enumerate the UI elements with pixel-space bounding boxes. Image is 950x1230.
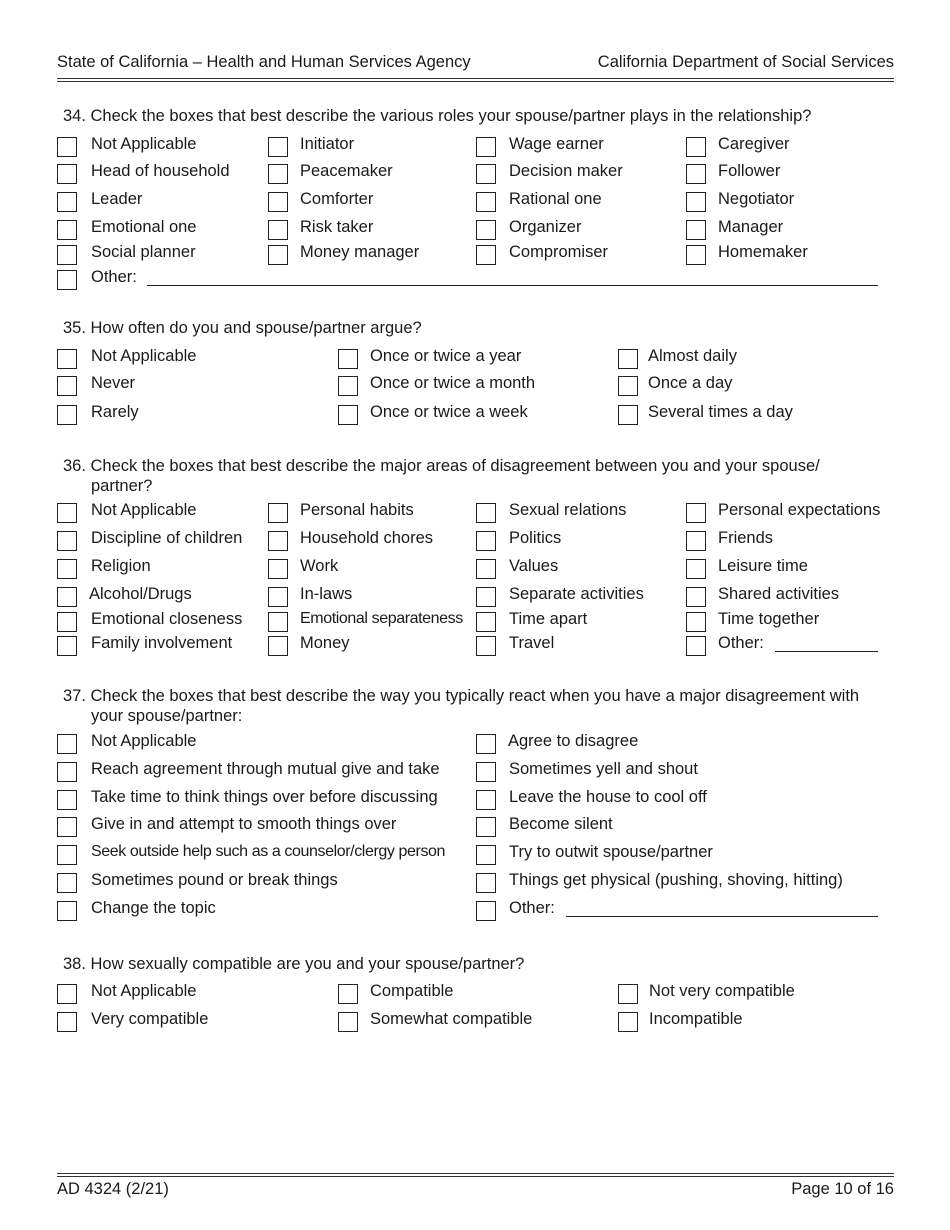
q34-label: Negotiator [718, 190, 795, 208]
q36-label: Shared activities [718, 585, 840, 603]
q36-label: Emotional closeness [91, 610, 243, 628]
q34-checkbox-homemaker[interactable] [686, 245, 706, 265]
q36-label: Emotional separateness [300, 610, 463, 627]
q35-checkbox-once-twice-month[interactable] [338, 376, 358, 396]
q38-label: Not very compatible [649, 982, 795, 1000]
q34-other-label: Other: [91, 268, 137, 286]
q34-checkbox-rational-one[interactable] [476, 192, 496, 212]
q34-label: Risk taker [300, 218, 374, 236]
q36-label: Personal habits [300, 501, 414, 519]
q36-checkbox-travel[interactable] [476, 636, 496, 656]
q34-checkbox-initiator[interactable] [268, 137, 288, 157]
q37-label: Take time to think things over before discussing [91, 788, 438, 806]
q36-label: Personal expectations [718, 501, 881, 519]
q34-label: Compromiser [509, 243, 609, 261]
q34-checkbox-organizer[interactable] [476, 220, 496, 240]
q36-label: Discipline of children [91, 529, 243, 547]
q34-checkbox-money-manager[interactable] [268, 245, 288, 265]
q34-checkbox-negotiator[interactable] [686, 192, 706, 212]
q34-checkbox-other[interactable] [57, 270, 77, 290]
q37-label: Leave the house to cool off [509, 788, 707, 806]
q36-label: Work [300, 557, 339, 575]
q34-checkbox-not-applicable[interactable] [57, 137, 77, 157]
q37-question: 37. Check the boxes that best describe the way you typically react when you have a major disagreement with [63, 687, 860, 705]
q37-label: Change the topic [91, 899, 216, 917]
q34-checkbox-social-planner[interactable] [57, 245, 77, 265]
q34-label: Peacemaker [300, 162, 393, 180]
q35-label: Not Applicable [91, 347, 197, 365]
q35-checkbox-once-twice-year[interactable] [338, 349, 358, 369]
q38-question: 38. How sexually compatible are you and your spouse/partner? [63, 955, 525, 973]
q34-checkbox-caregiver[interactable] [686, 137, 706, 157]
q36-checkbox-sexual-relations[interactable] [476, 503, 496, 523]
q37-other-input[interactable] [566, 916, 878, 917]
q38-checkbox-not-applicable[interactable] [57, 984, 77, 1004]
q36-checkbox-shared-activities[interactable] [686, 587, 706, 607]
header-rule-bottom [57, 81, 894, 82]
q37-checkbox-mutual-give-take[interactable] [57, 762, 77, 782]
q38-label: Not Applicable [91, 982, 197, 1000]
q34-checkbox-leader[interactable] [57, 192, 77, 212]
q36-checkbox-time-together[interactable] [686, 612, 706, 632]
q37-label: Sometimes yell and shout [509, 760, 698, 778]
q37-label: Things get physical (pushing, shoving, hitting) [509, 871, 843, 889]
q35-checkbox-almost-daily[interactable] [618, 349, 638, 369]
q37-question-cont: your spouse/partner: [91, 707, 243, 725]
q37-label: Agree to disagree [508, 732, 639, 750]
q36-checkbox-in-laws[interactable] [268, 587, 288, 607]
q37-label: Sometimes pound or break things [91, 871, 338, 889]
q34-label: Money manager [300, 243, 420, 261]
q37-checkbox-outwit-partner[interactable] [476, 845, 496, 865]
q36-checkbox-separate-activities[interactable] [476, 587, 496, 607]
q36-checkbox-not-applicable[interactable] [57, 503, 77, 523]
q34-checkbox-manager[interactable] [686, 220, 706, 240]
q36-label: Separate activities [509, 585, 644, 603]
q34-label: Homemaker [718, 243, 808, 261]
q35-label: Rarely [91, 403, 139, 421]
q36-label: Household chores [300, 529, 433, 547]
q34-label: Follower [718, 162, 781, 180]
q34-label: Leader [91, 190, 143, 208]
q38-checkbox-incompatible[interactable] [618, 1012, 638, 1032]
q34-checkbox-decision-maker[interactable] [476, 164, 496, 184]
q34-checkbox-wage-earner[interactable] [476, 137, 496, 157]
q35-label: Almost daily [648, 347, 737, 365]
q38-checkbox-somewhat-compatible[interactable] [338, 1012, 358, 1032]
q36-checkbox-other[interactable] [686, 636, 706, 656]
q34-label: Emotional one [91, 218, 197, 236]
q36-other-label: Other: [718, 634, 764, 652]
q37-label: Try to outwit spouse/partner [509, 843, 713, 861]
q37-checkbox-agree-to-disagree[interactable] [476, 734, 496, 754]
q36-checkbox-emotional-closeness[interactable] [57, 612, 77, 632]
q34-label: Rational one [509, 190, 602, 208]
header-rule-top [57, 78, 894, 79]
q36-checkbox-leisure-time[interactable] [686, 559, 706, 579]
q35-checkbox-once-twice-week[interactable] [338, 405, 358, 425]
q36-label: Sexual relations [509, 501, 627, 519]
q37-checkbox-change-topic[interactable] [57, 901, 77, 921]
q37-label: Become silent [509, 815, 613, 833]
q34-checkbox-head-of-household[interactable] [57, 164, 77, 184]
q35-label: Once a day [648, 374, 733, 392]
q36-label: Time together [718, 610, 820, 628]
q37-checkbox-things-get-physical[interactable] [476, 873, 496, 893]
q37-label: Give in and attempt to smooth things over [91, 815, 397, 833]
q34-label: Decision maker [509, 162, 623, 180]
q38-checkbox-very-compatible[interactable] [57, 1012, 77, 1032]
q35-label: Once or twice a year [370, 347, 522, 365]
q34-checkbox-peacemaker[interactable] [268, 164, 288, 184]
q37-checkbox-give-in[interactable] [57, 817, 77, 837]
q34-label: Organizer [509, 218, 582, 236]
q36-checkbox-personal-habits[interactable] [268, 503, 288, 523]
q36-label: Alcohol/Drugs [89, 585, 192, 603]
q36-checkbox-emotional-separateness[interactable] [268, 612, 288, 632]
footer-rule-top [57, 1173, 894, 1174]
q38-checkbox-compatible[interactable] [338, 984, 358, 1004]
q35-checkbox-several-times-day[interactable] [618, 405, 638, 425]
q36-label: Values [509, 557, 559, 575]
q36-checkbox-values[interactable] [476, 559, 496, 579]
q36-checkbox-friends[interactable] [686, 531, 706, 551]
q34-checkbox-comforter[interactable] [268, 192, 288, 212]
q36-checkbox-discipline-children[interactable] [57, 531, 77, 551]
q36-label: Religion [91, 557, 151, 575]
q36-checkbox-personal-expectations[interactable] [686, 503, 706, 523]
q37-label: Reach agreement through mutual give and take [91, 760, 440, 778]
q34-checkbox-risk-taker[interactable] [268, 220, 288, 240]
q36-label: Not Applicable [91, 501, 197, 519]
q34-question: 34. Check the boxes that best describe the various roles your spouse/partner plays in the relationship? [63, 107, 812, 125]
q36-label: Money [300, 634, 350, 652]
q37-checkbox-outside-help[interactable] [57, 845, 77, 865]
q35-checkbox-rarely[interactable] [57, 405, 77, 425]
q36-checkbox-work[interactable] [268, 559, 288, 579]
page-number: Page 10 of 16 [791, 1180, 894, 1198]
q37-checkbox-other[interactable] [476, 901, 496, 921]
q37-label: Not Applicable [91, 732, 197, 750]
q34-label: Manager [718, 218, 784, 236]
q36-label: Leisure time [718, 557, 808, 575]
q38-checkbox-not-very-compatible[interactable] [618, 984, 638, 1004]
q36-label: In-laws [300, 585, 353, 603]
footer-rule-bottom [57, 1176, 894, 1177]
q37-checkbox-not-applicable[interactable] [57, 734, 77, 754]
form-number: AD 4324 (2/21) [57, 1180, 169, 1198]
q38-label: Somewhat compatible [370, 1010, 533, 1028]
q36-label: Politics [509, 529, 562, 547]
q36-checkbox-money[interactable] [268, 636, 288, 656]
q34-checkbox-emotional-one[interactable] [57, 220, 77, 240]
q37-checkbox-leave-house[interactable] [476, 790, 496, 810]
q34-label: Not Applicable [91, 135, 197, 153]
q34-label: Initiator [300, 135, 355, 153]
q37-other-label: Other: [509, 899, 555, 917]
q35-label: Never [91, 374, 136, 392]
q35-label: Once or twice a month [370, 374, 536, 392]
q35-label: Several times a day [648, 403, 793, 421]
q36-checkbox-alcohol-drugs[interactable] [57, 587, 77, 607]
q37-checkbox-pound-break-things[interactable] [57, 873, 77, 893]
q35-label: Once or twice a week [370, 403, 528, 421]
q37-checkbox-become-silent[interactable] [476, 817, 496, 837]
q36-checkbox-household-chores[interactable] [268, 531, 288, 551]
q36-checkbox-time-apart[interactable] [476, 612, 496, 632]
q36-label: Travel [509, 634, 555, 652]
q38-label: Incompatible [649, 1010, 743, 1028]
q34-label: Head of household [91, 162, 230, 180]
q36-checkbox-family-involvement[interactable] [57, 636, 77, 656]
q37-checkbox-think-things-over[interactable] [57, 790, 77, 810]
q38-label: Very compatible [91, 1010, 209, 1028]
q34-checkbox-compromiser[interactable] [476, 245, 496, 265]
header-agency: State of California – Health and Human Services Agency [57, 53, 471, 71]
q38-label: Compatible [370, 982, 454, 1000]
q36-label: Family involvement [91, 634, 233, 652]
q36-label: Time apart [509, 610, 588, 628]
q34-label: Comforter [300, 190, 374, 208]
q36-question-cont: partner? [91, 477, 153, 495]
q34-label: Caregiver [718, 135, 790, 153]
q36-checkbox-religion[interactable] [57, 559, 77, 579]
q35-question: 35. How often do you and spouse/partner argue? [63, 319, 422, 337]
q35-checkbox-not-applicable[interactable] [57, 349, 77, 369]
q34-other-input[interactable] [147, 285, 878, 286]
q36-label: Friends [718, 529, 774, 547]
q35-checkbox-once-a-day[interactable] [618, 376, 638, 396]
q34-checkbox-follower[interactable] [686, 164, 706, 184]
q37-label: Seek outside help such as a counselor/clergy person [91, 843, 446, 860]
q36-question: 36. Check the boxes that best describe the major areas of disagreement between you and your spouse/ [63, 457, 820, 475]
q37-checkbox-yell-shout[interactable] [476, 762, 496, 782]
header-department: California Department of Social Services [597, 53, 894, 71]
q35-checkbox-never[interactable] [57, 376, 77, 396]
q34-label: Social planner [91, 243, 196, 261]
q34-label: Wage earner [509, 135, 604, 153]
q36-checkbox-politics[interactable] [476, 531, 496, 551]
q36-other-input[interactable] [775, 651, 878, 652]
